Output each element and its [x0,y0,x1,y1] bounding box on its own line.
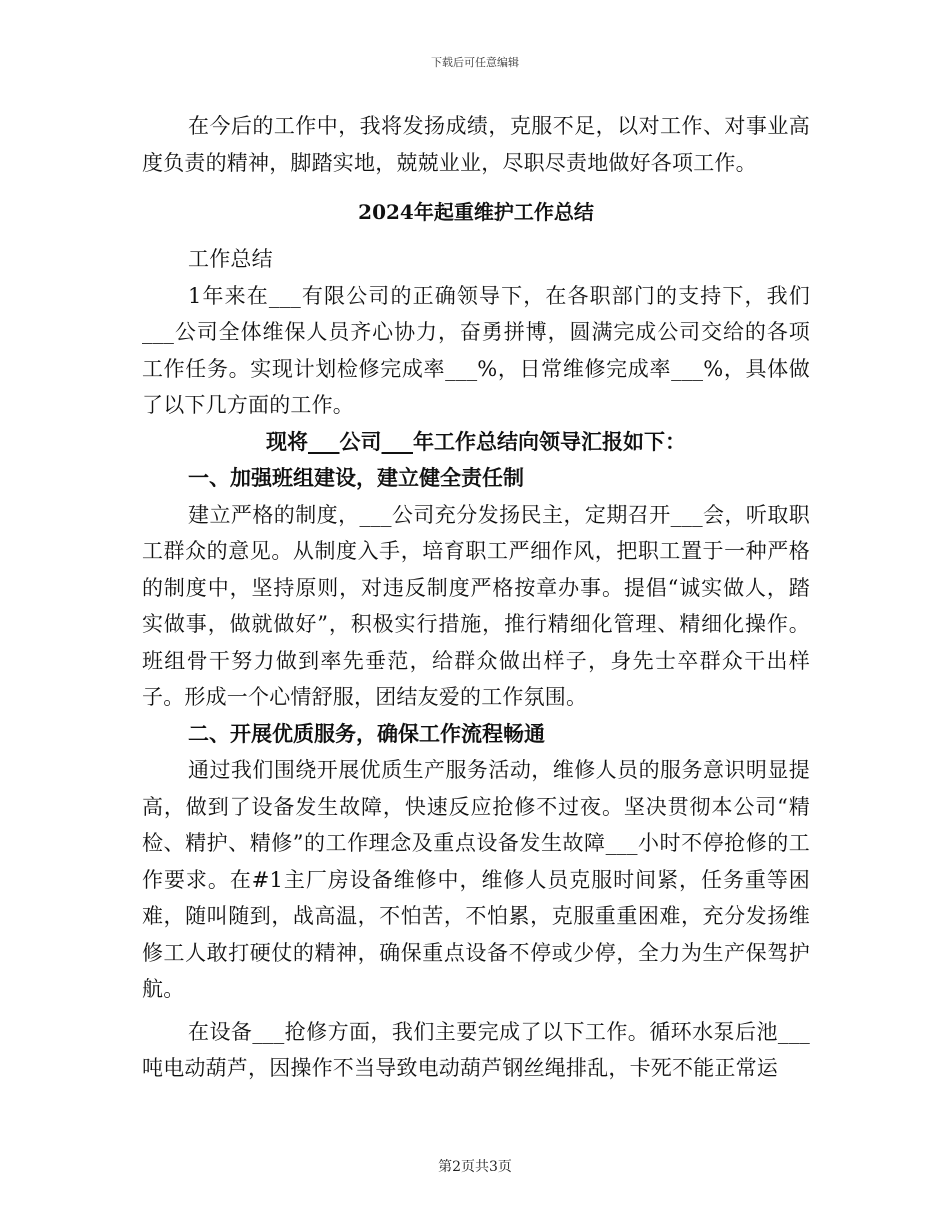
section-heading-1: 一、加强班组建设，建立健全责任制 [188,465,524,490]
section-2-paragraph-1: 通过我们围绕开展优质生产服务活动，维修人员的服务意识明显提高，做到了设备发生故障，快速反应抢修不过夜。坚决贯彻本公司“精检、精护、精修”的工作理念及重点设备发生故障___小时不停抢修的工作要求。在#1主厂房设备维修中，维修人员克服时间紧，任务重等困难，随叫随到，战高温，不怕苦，不怕累，克服重重困难，充分发扬维修工人敢打硬仗的精神，确保重点设备不停或少停，全力为生产保驾护航。 [142,758,810,1001]
opening-paragraph: 1年来在___有限公司的正确领导下，在各职部门的支持下，我们___公司全体维保人员齐心协力，奋勇拼博，圆满完成公司交给的各项工作任务。实现计划检修完成率___%，日常维修完成率___%，具体做了以下几方面的工作。 [142,283,810,417]
page-header: 下载后可任意编辑 [431,56,519,69]
report-line: 现将___公司___年工作总结向领导汇报如下： [266,428,686,454]
summary-label: 工作总结 [188,247,273,271]
document-body [142,108,810,1087]
section-heading-2: 二、开展优质服务，确保工作流程畅通 [188,720,545,746]
section-1-paragraph-1: 建立严格的制度，___公司充分发扬民主，定期召开___会，听取职工群众的意见。从制度入手，培育职工严细作风，把职工置于一种严格的制度中，坚持原则，对违反制度严格按章办事。提倡“诚实做人，踏实做事，做就做好”，积极实行措施，推行精细化管理、精细化操作。班组骨干努力做到率先垂范，给群众做出样子，身先士卒群众干出样子。形成一个心情舒服，团结友爱的工作氛围。 [142,502,810,709]
document-title: 2024年起重维护工作总结 [358,200,594,224]
section-2-paragraph-2: 在设备___抢修方面，我们主要完成了以下工作。循环水泵后池___吨电动葫芦，因操作不当导致电动葫芦钢丝绳排乱，卡死不能正常运 [142,1019,810,1080]
intro-paragraph: 在今后的工作中，我将发扬成绩，克服不足，以对工作、对事业高度负责的精神，脚踏实地，兢兢业业，尽职尽责地做好各项工作。 [142,114,810,175]
page-footer: 第2页共3页 [438,1159,512,1175]
